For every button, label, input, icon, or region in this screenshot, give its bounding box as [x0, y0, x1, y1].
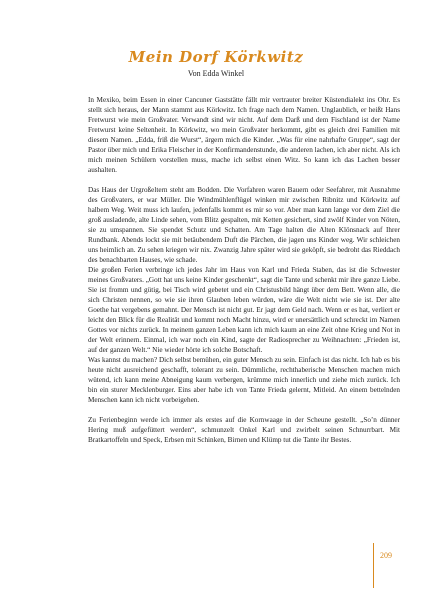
paragraph: Die großen Ferien verbringe ich jedes Jahr im Haus von Karl und Frieda Staben, das ist die Schwester meines Großvaters. „Gott hat uns keine Kinder geschenkt“, sagt die Tante und schenkt mir ihre ganze Liebe. Sie ist fromm und gütig, bei Tisch wird gebetet und ein Christusbild hängt über dem Bett. Wenn alle, die sich Christen nennen, so wie sie ihren Glauben leben würden, wäre die Welt nicht wie sie ist. Der alte Goethe hat vergebens gemahnt. Der Mensch ist nicht gut. Er jagt dem Geld nach. Wenn er es hat, verliert er leicht den Blick für die Realität und kommt noch Macht hinzu, wird er unersättlich und schreckt im Namen Gottes vor nichts zurück. In meinem ganzen Leben kann ich mich kaum an eine Zeit ohne Krieg und Not in der Welt erinnern. Einmal, ich war noch ein Kind, sagte der Radiosprecher zu Weihnachten: „Frieden ist, auf der ganzen Welt.“ Nie wieder hörte ich solche Botschaft. — [88, 266, 400, 354]
author-line: Von Edda Winkel — [187, 69, 245, 78]
body-text — [88, 95, 400, 445]
paragraph: Zu Ferienbeginn werde ich immer als erstes auf die Kornwaage in der Scheune gestellt. „So’n dünner Hering muß aufgefüttert werden“, schmunzelt Onkel Karl und zwirbelt seinen Schnurrbart. Mit Bratkartoffeln und Speck, Erbsen mit Schinken, Birnen und Klümp tut die Tante ihr Bestes. — [88, 416, 400, 444]
chapter-title: Mein Dorf Körkwitz — [128, 48, 304, 66]
page-number-rule — [373, 543, 374, 588]
page-number: 209 — [380, 551, 392, 560]
paragraph: Das Haus der Urgroßeltern steht am Bodden. Die Vorfahren waren Bauern oder Seefahrer, mit Ausnahme des Großvaters, er war Müller. Die Windmühlenflügel winken mir zwischen Ribnitz und Körkwitz auf halbem Weg. Weit muss ich laufen, jedenfalls kommt es mir so vor. Aber man kann lange vor dem Ziel die groß ausladende, alte Linde sehen, vom Blitz gespalten, mit Ketten gesichert, sind zwölf Kinder von Nöten, sie zu umspannen. Sie spendet Schutz und Schatten. Am Tage halten die Alten Klönsnack auf Ihrer Rundbank. Abends lockt sie mit betäubendem Duft die Pärchen, die jagen uns Kinder weg. Wir schleichen uns heimlich an. Zu sehen kriegen wir nix. Zwanzig Jahre später wird sie geköpft, sie bedroht das Rieddach des benachbarten Hauses, wie schade. — [88, 186, 400, 264]
paragraph: Was kannst du machen? Dich selbst bemühen, ein guter Mensch zu sein. Einfach ist das nicht. Ich hab es bis heute nicht ausreichend geschafft, tolerant zu sein. Dümmliche, rechthaberische Menschen machen mich wütend, ich kann meine Abneigung kaum verbergen, krümme mich innerlich und ziehe mich zurück. Ich bin ein sturer Mecklenburger. Eins aber habe ich von Tante Frieda gelernt, Mitleid. An einem bettelnden Menschen kann ich nicht vorbeigehen. — [88, 356, 400, 404]
paragraph: In Mexiko, beim Essen in einer Cancuner Gaststätte fällt mir vertrauter breiter Küstendialekt ins Ohr. Es stellt sich heraus, der Mann stammt aus Körkwitz. Ich frage nach dem Namen. Unglaublich, er heißt Hans Fretwurst wie mein Großvater. Verwandt sind wir nicht. Auf dem Darß und dem Fischland ist der Name Fretwurst keine Seltenheit. In Körkwitz, wo mein Großvater herkommt, gibt es gleich drei Familien mit diesem Namen. „Edda, friß die Wurst“, ärgern mich die Kinder. „Was für eine nahrhafte Gruppe“, sagt der Pastor über mich und Erika Fleischer in der Konfirmandenstunde, die anderen lachen, ich aber nicht. Als ich mich meinen Schülern vorstellen muss, mache ich selbst einen Witz. So kann ich das Lachen besser aushalten. — [88, 96, 400, 174]
